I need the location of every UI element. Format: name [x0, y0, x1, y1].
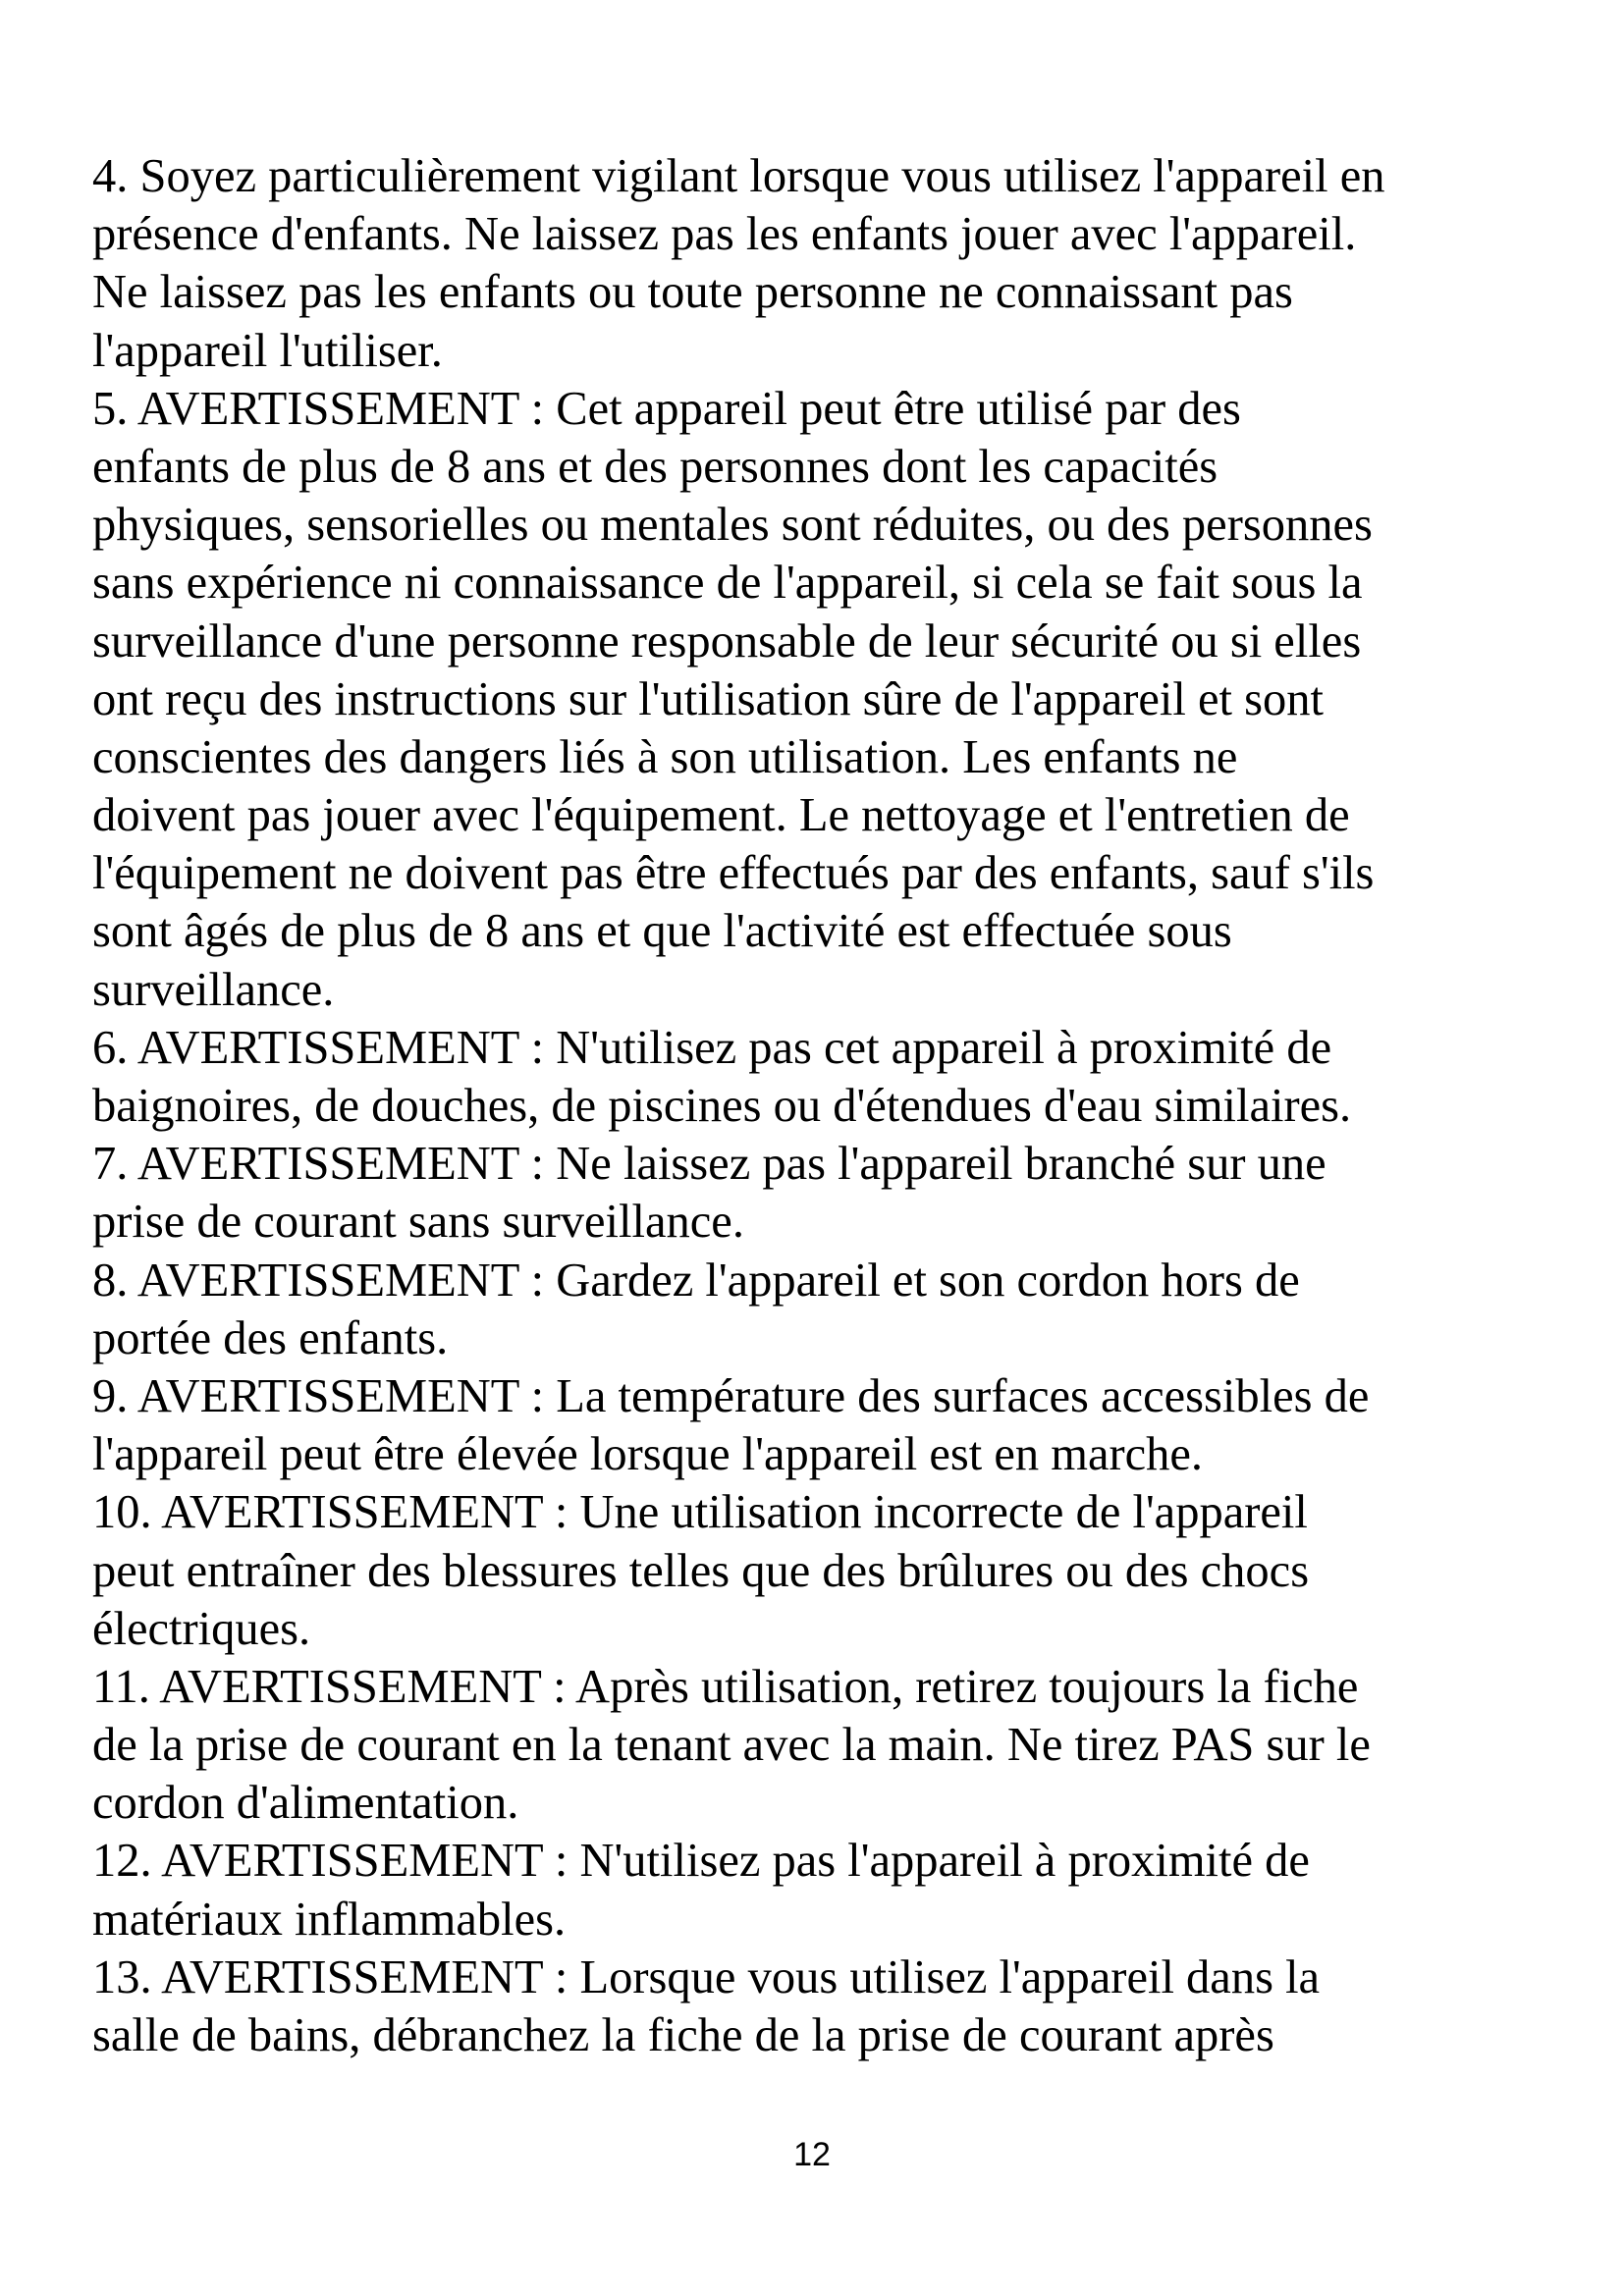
text-line: l'appareil peut être élevée lorsque l'appareil est en marche.	[92, 1428, 1204, 1481]
text-line: peut entraîner des blessures telles que des brûlures ou des chocs	[92, 1544, 1310, 1597]
text-line: de la prise de courant en la tenant avec la main. Ne tirez PAS sur le	[92, 1719, 1371, 1772]
text-line: 9. AVERTISSEMENT : La température des surfaces accessibles de	[92, 1369, 1370, 1422]
text-line: ont reçu des instructions sur l'utilisation sûre de l'appareil et sont	[92, 672, 1324, 725]
text-line: sans expérience ni connaissance de l'appareil, si cela se fait sous la	[92, 557, 1363, 610]
document-body	[92, 147, 1496, 2064]
text-line: prise de courant sans surveillance.	[92, 1196, 744, 1249]
text-line: matériaux inflammables.	[92, 1893, 567, 1946]
text-line: 10. AVERTISSEMENT : Une utilisation incorrecte de l'appareil	[92, 1486, 1308, 1539]
text-line: surveillance.	[92, 963, 335, 1016]
text-line: présence d'enfants. Ne laissez pas les enfants jouer avec l'appareil.	[92, 208, 1357, 261]
text-line: sont âgés de plus de 8 ans et que l'activité est effectuée sous	[92, 905, 1232, 958]
text-line: conscientes des dangers liés à son utilisation. Les enfants ne	[92, 730, 1238, 783]
text-line: portée des enfants.	[92, 1311, 449, 1364]
text-line: l'équipement ne doivent pas être effectués par des enfants, sauf s'ils	[92, 847, 1375, 900]
text-line: 4. Soyez particulièrement vigilant lorsque vous utilisez l'appareil en	[92, 150, 1385, 202]
text-line: doivent pas jouer avec l'équipement. Le nettoyage et l'entretien de	[92, 789, 1350, 842]
text-line: 8. AVERTISSEMENT : Gardez l'appareil et son cordon hors de	[92, 1254, 1300, 1307]
text-line: enfants de plus de 8 ans et des personnes dont les capacités	[92, 440, 1218, 493]
text-line: surveillance d'une personne responsable de leur sécurité ou si elles	[92, 614, 1362, 667]
text-line: cordon d'alimentation.	[92, 1777, 519, 1830]
text-line: 13. AVERTISSEMENT : Lorsque vous utilisez l'appareil dans la	[92, 1950, 1321, 2003]
text-line: physiques, sensorielles ou mentales sont réduites, ou des personnes	[92, 499, 1373, 552]
text-line: Ne laissez pas les enfants ou toute personne ne connaissant pas	[92, 266, 1293, 319]
text-line: 7. AVERTISSEMENT : Ne laissez pas l'appareil branché sur une	[92, 1138, 1326, 1191]
text-line: l'appareil l'utiliser.	[92, 324, 443, 377]
text-line: 12. AVERTISSEMENT : N'utilisez pas l'appareil à proximité de	[92, 1835, 1310, 1888]
text-line: 5. AVERTISSEMENT : Cet appareil peut être utilisé par des	[92, 382, 1241, 435]
text-line: salle de bains, débranchez la fiche de la prise de courant après	[92, 2009, 1274, 2061]
text-line: baignoires, de douches, de piscines ou d'étendues d'eau similaires.	[92, 1080, 1352, 1132]
text-line: électriques.	[92, 1602, 311, 1655]
text-line: 11. AVERTISSEMENT : Après utilisation, retirez toujours la fiche	[92, 1660, 1359, 1713]
page-number: 12	[793, 2136, 831, 2173]
text-line: 6. AVERTISSEMENT : N'utilisez pas cet appareil à proximité de	[92, 1021, 1332, 1074]
